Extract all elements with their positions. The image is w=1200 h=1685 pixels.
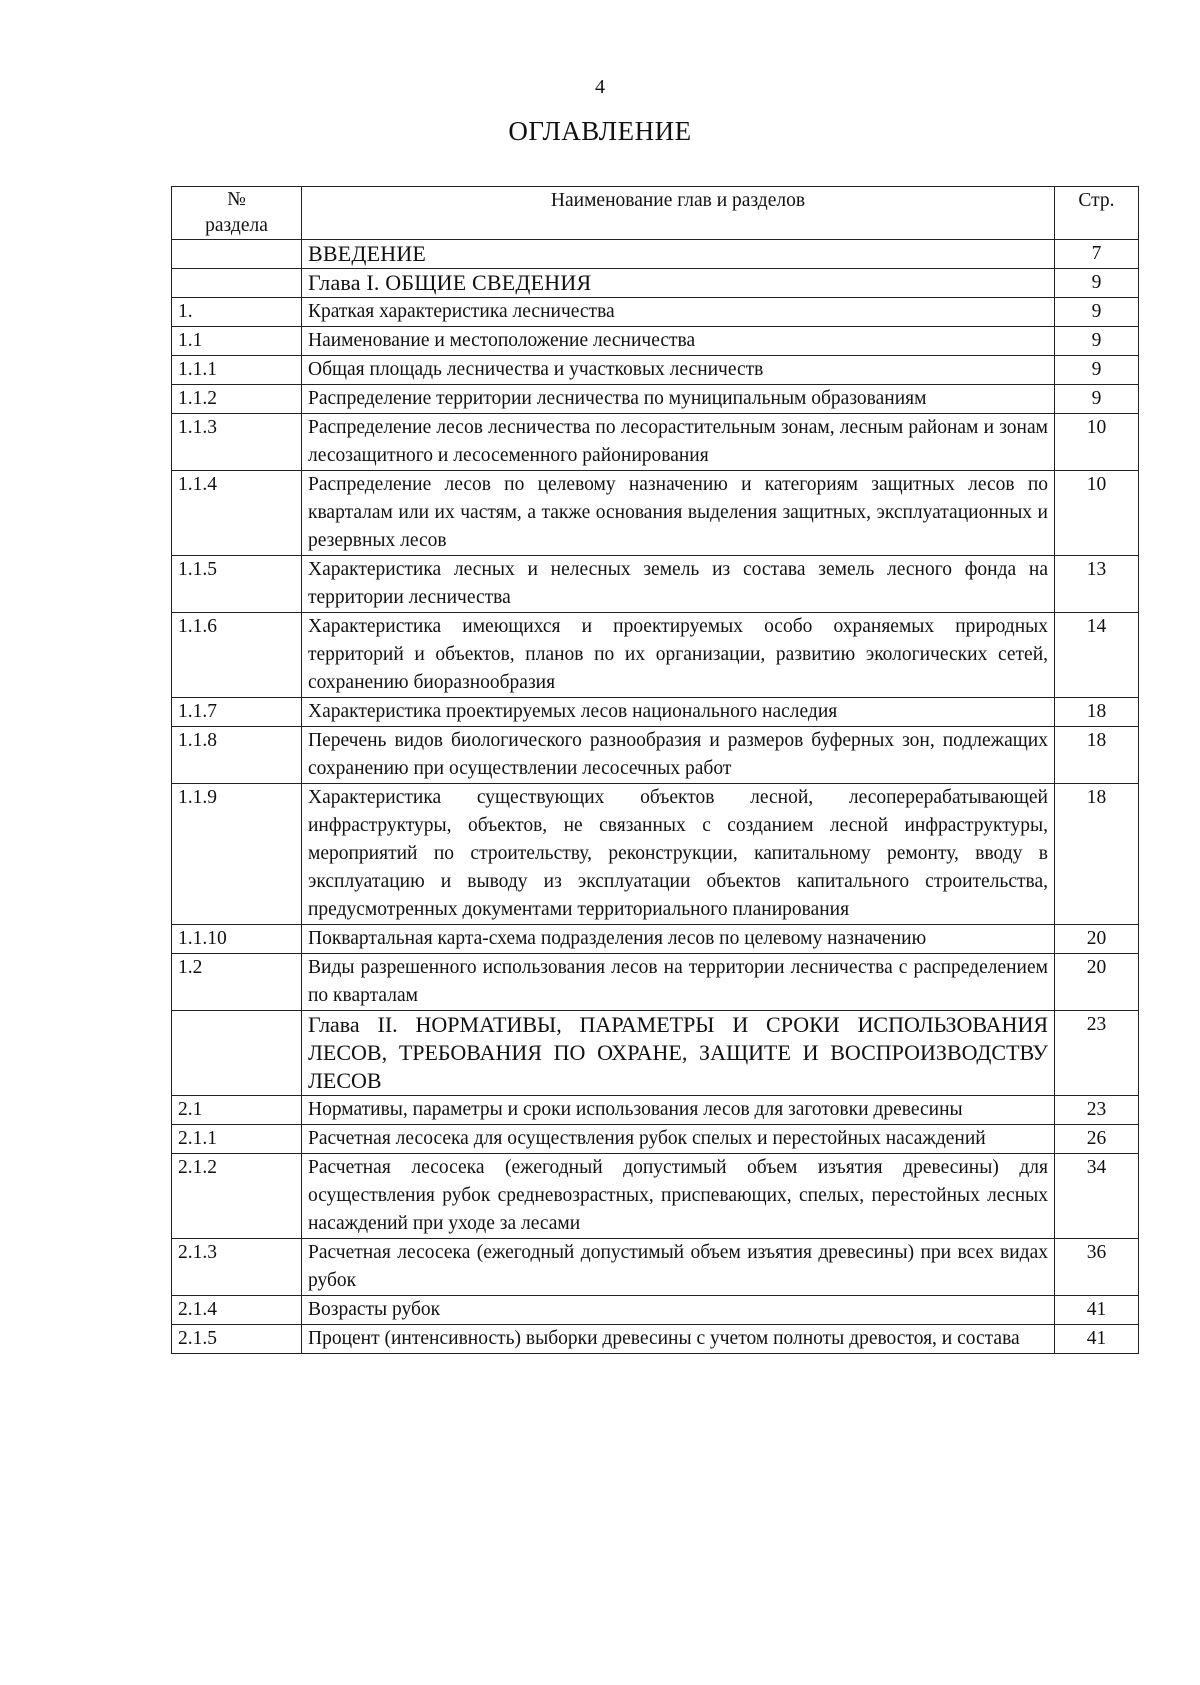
table-row — [172, 356, 1139, 385]
section-name: Возрасты рубок — [302, 1296, 1055, 1325]
section-number: 1.1.5 — [172, 556, 302, 613]
page-ref: 9 — [1055, 356, 1139, 385]
table-row — [172, 327, 1139, 356]
section-name: Характеристика лесных и нелесных земель из состава земель лесного фонда на территории лесничества — [302, 556, 1055, 613]
section-name: ВВЕДЕНИЕ — [302, 240, 1055, 269]
section-number — [172, 240, 302, 269]
section-number: 2.1.1 — [172, 1125, 302, 1154]
table-row — [172, 556, 1139, 613]
page-ref: 18 — [1055, 727, 1139, 784]
table-row — [172, 1325, 1139, 1354]
section-name: Поквартальная карта-схема подразделения лесов по целевому назначению — [302, 925, 1055, 954]
page-ref: 20 — [1055, 954, 1139, 1011]
section-name: Характеристика имеющихся и проектируемых особо охраняемых природных территорий и объектов, планов по их организации, развитию экологических сетей, сохранению биоразнообразия — [302, 613, 1055, 698]
page-ref: 9 — [1055, 269, 1139, 298]
page-ref: 13 — [1055, 556, 1139, 613]
table-row — [172, 1011, 1139, 1096]
section-number: 1.1.9 — [172, 784, 302, 925]
table-row — [172, 1125, 1139, 1154]
table-row — [172, 298, 1139, 327]
page-ref: 14 — [1055, 613, 1139, 698]
table-header-row — [172, 187, 1139, 240]
section-name: Распределение лесов по целевому назначению и категориям защитных лесов по кварталам или их частям, а также основания выделения защитных, эксплуатационных и резервных лесов — [302, 471, 1055, 556]
page-ref: 41 — [1055, 1325, 1139, 1354]
section-number: 1.1.4 — [172, 471, 302, 556]
page-ref: 7 — [1055, 240, 1139, 269]
page-ref: 10 — [1055, 471, 1139, 556]
header-section-name: Наименование глав и разделов — [302, 187, 1055, 240]
section-number: 2.1.5 — [172, 1325, 302, 1354]
section-name: Виды разрешенного использования лесов на территории лесничества с распределением по кварталам — [302, 954, 1055, 1011]
section-number: 1.1.1 — [172, 356, 302, 385]
section-name: Общая площадь лесничества и участковых лесничеств — [302, 356, 1055, 385]
section-name: Расчетная лесосека (ежегодный допустимый объем изъятия древесины) при всех видах рубок — [302, 1239, 1055, 1296]
page-ref: 9 — [1055, 298, 1139, 327]
table-row — [172, 1296, 1139, 1325]
page-ref: 18 — [1055, 784, 1139, 925]
table-row — [172, 784, 1139, 925]
section-number: 2.1 — [172, 1096, 302, 1125]
table-row — [172, 414, 1139, 471]
table-row — [172, 613, 1139, 698]
section-name: Расчетная лесосека (ежегодный допустимый объем изъятия древесины) для осуществления рубок средневозрастных, приспевающих, спелых, перестойных лесных насаждений при уходе за лесами — [302, 1154, 1055, 1239]
table-row — [172, 727, 1139, 784]
header-section-number: № раздела — [172, 187, 302, 240]
page-ref: 23 — [1055, 1011, 1139, 1096]
page-number: 4 — [595, 76, 605, 98]
section-number: 1. — [172, 298, 302, 327]
section-number: 1.1.3 — [172, 414, 302, 471]
table-row — [172, 1239, 1139, 1296]
table-body — [172, 240, 1139, 1354]
page-ref: 20 — [1055, 925, 1139, 954]
section-name: Нормативы, параметры и сроки использования лесов для заготовки древесины — [302, 1096, 1055, 1125]
page-ref: 23 — [1055, 1096, 1139, 1125]
page-ref: 26 — [1055, 1125, 1139, 1154]
section-number: 1.2 — [172, 954, 302, 1011]
section-number: 1.1.10 — [172, 925, 302, 954]
page-ref: 9 — [1055, 385, 1139, 414]
section-name: Наименование и местоположение лесничества — [302, 327, 1055, 356]
section-number: 1.1.7 — [172, 698, 302, 727]
table-row — [172, 385, 1139, 414]
page-ref: 34 — [1055, 1154, 1139, 1239]
table-row — [172, 471, 1139, 556]
section-number — [172, 269, 302, 298]
table-of-contents — [171, 186, 1139, 1354]
section-name: Распределение лесов лесничества по лесорастительным зонам, лесным районам и зонам лесозащитного и лесосеменного районирования — [302, 414, 1055, 471]
section-name: Характеристика проектируемых лесов национального наследия — [302, 698, 1055, 727]
page-ref: 10 — [1055, 414, 1139, 471]
page-ref: 9 — [1055, 327, 1139, 356]
table-row — [172, 925, 1139, 954]
section-number: 2.1.3 — [172, 1239, 302, 1296]
section-name: Глава II. НОРМАТИВЫ, ПАРАМЕТРЫ И СРОКИ ИСПОЛЬЗОВАНИЯ ЛЕСОВ, ТРЕБОВАНИЯ ПО ОХРАНЕ, ЗАЩИТЕ И ВОСПРОИЗВОДСТВУ ЛЕСОВ — [302, 1011, 1055, 1096]
section-name: Краткая характеристика лесничества — [302, 298, 1055, 327]
table-row — [172, 269, 1139, 298]
section-name: Характеристика существующих объектов лесной, лесоперерабатывающей инфраструктуры, объектов, не связанных с созданием лесной инфраструктуры, мероприятий по строительству, реконструкции, капитальному ремонту, вводу в эксплуатацию и выводу из эксплуатации объектов капитального строительства, предусмотренных документами территориального планирования — [302, 784, 1055, 925]
table-row — [172, 698, 1139, 727]
section-number — [172, 1011, 302, 1096]
page-ref: 18 — [1055, 698, 1139, 727]
page-ref: 36 — [1055, 1239, 1139, 1296]
header-page: Стр. — [1055, 187, 1139, 240]
section-number: 1.1 — [172, 327, 302, 356]
section-name: Процент (интенсивность) выборки древесины с учетом полноты древостоя, и состава — [302, 1325, 1055, 1354]
table-row — [172, 1154, 1139, 1239]
section-name: Расчетная лесосека для осуществления рубок спелых и перестойных насаждений — [302, 1125, 1055, 1154]
section-number: 1.1.2 — [172, 385, 302, 414]
page-ref: 41 — [1055, 1296, 1139, 1325]
table-row — [172, 240, 1139, 269]
table-row — [172, 954, 1139, 1011]
section-number: 1.1.6 — [172, 613, 302, 698]
section-name: Распределение территории лесничества по муниципальным образованиям — [302, 385, 1055, 414]
section-number: 1.1.8 — [172, 727, 302, 784]
section-number: 2.1.4 — [172, 1296, 302, 1325]
table-row — [172, 1096, 1139, 1125]
section-name: Перечень видов биологического разнообразия и размеров буферных зон, подлежащих сохранению при осуществлении лесосечных работ — [302, 727, 1055, 784]
page-title: ОГЛАВЛЕНИЕ — [508, 116, 692, 146]
section-number: 2.1.2 — [172, 1154, 302, 1239]
section-name: Глава I. ОБЩИЕ СВЕДЕНИЯ — [302, 269, 1055, 298]
